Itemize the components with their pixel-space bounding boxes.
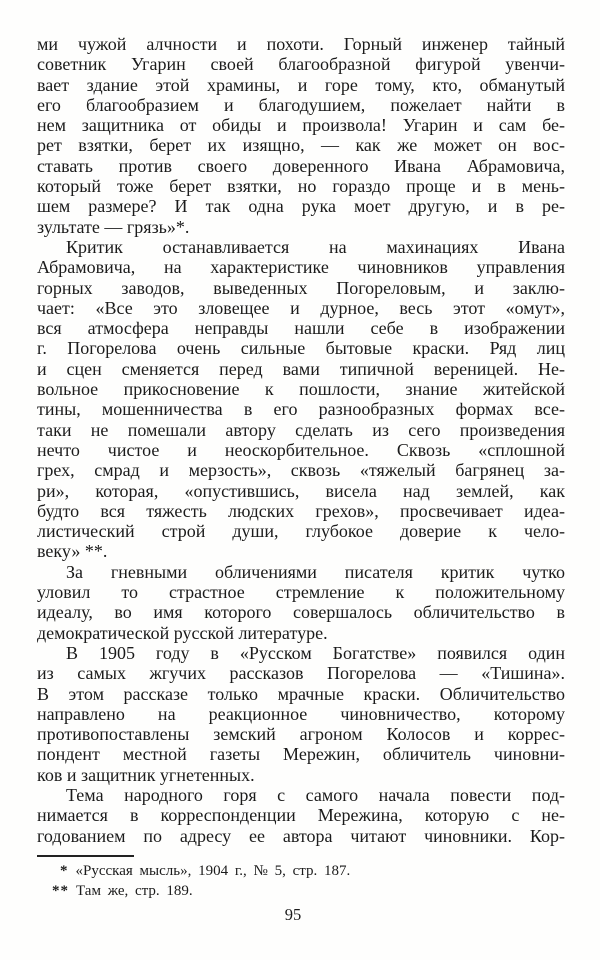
text-line: нем защитника от обиды и произвола! Угарин и сам бе- bbox=[37, 115, 565, 136]
text-line: советник Угарин своей благообразной фигурой увенчи- bbox=[37, 54, 565, 75]
text-line: годованием по адресу ее автора читают чиновники. Кор- bbox=[37, 825, 565, 846]
text-line: веку» **. bbox=[37, 541, 108, 562]
text-line: уловил то страстное стремление к положительному bbox=[37, 582, 565, 603]
text-line: ков и защитник угнетенных. bbox=[37, 764, 255, 785]
footnote-marker: ** bbox=[52, 883, 69, 899]
text-line: зультате — грязь»*. bbox=[37, 216, 190, 237]
footnote bbox=[37, 881, 565, 901]
text-line: шем размере? И так одна рука моет другую, и в ре- bbox=[37, 196, 565, 217]
text-line: В этом рассказе только мрачные краски. Обличительство bbox=[37, 683, 565, 704]
text-line: вольное прикосновение к пошлости, знание житейской bbox=[37, 379, 565, 400]
text-line: пондент местной газеты Мережин, обличитель чиновни- bbox=[37, 744, 565, 765]
body-text bbox=[37, 34, 565, 846]
footnote-separator bbox=[37, 855, 134, 857]
text-line: рет взятки, берет их изящно, — как же может он вос- bbox=[37, 135, 565, 156]
text-line: ри», которая, «опустившись, висела над землей, как bbox=[37, 480, 565, 501]
text-line: Тема народного горя с самого начала повести под- bbox=[66, 784, 565, 805]
text-line: направлено на реакционное чиновничество, которому bbox=[37, 703, 565, 724]
footnotes bbox=[37, 861, 565, 901]
text-line: противопоставлены земский агроном Колосов и коррес- bbox=[37, 724, 565, 745]
text-line: г. Погорелова очень сильные бытовые краски. Ряд лиц bbox=[37, 338, 565, 359]
text-line: будто вся тяжесть людских грехов», просвечивает идеа- bbox=[37, 500, 565, 521]
text-line: ставать против своего доверенного Ивана Абрамовича, bbox=[37, 155, 565, 176]
text-line: идеалу, во имя которого совершалось обличительство в bbox=[37, 602, 565, 623]
footnote-marker: * bbox=[60, 863, 69, 879]
page-number: 95 bbox=[284, 905, 302, 924]
text-line: вся атмосфера неправды нашли себе в изображении bbox=[37, 318, 565, 339]
text-line: нечто чистое и неоскорбительное. Сквозь «сплошной bbox=[37, 439, 565, 460]
text-line: из самых жгучих рассказов Погорелова — «Тишина». bbox=[37, 663, 565, 684]
text-line: чает: «Все это зловещее и дурное, весь этот «омут», bbox=[37, 297, 565, 318]
text-line: тины, мошенничества в его разнообразных формах все- bbox=[37, 399, 565, 420]
text-line: демократической русской литературе. bbox=[37, 622, 328, 643]
text-line: и сцен сменяется перед вами типичной вереницей. Не- bbox=[37, 358, 565, 379]
text-line: За гневными обличениями писателя критик чутко bbox=[66, 561, 565, 582]
text-line: Критик останавливается на махинациях Ивана bbox=[66, 236, 565, 257]
text-line: Абрамовича, на характеристике чиновников управления bbox=[37, 257, 565, 278]
text-line: В 1905 году в «Русском Богатстве» появился один bbox=[66, 642, 565, 663]
text-line: который тоже берет взятки, но гораздо проще и в мень- bbox=[37, 176, 565, 197]
text-line: грех, смрад и мерзость», сквозь «тяжелый багрянец за- bbox=[37, 460, 565, 481]
footnote-text: Там же, стр. 189. bbox=[76, 883, 193, 899]
footnote-text: «Русская мысль», 1904 г., № 5, стр. 187. bbox=[75, 863, 351, 879]
footnote bbox=[37, 861, 565, 881]
text-line: ми чужой алчности и похоти. Горный инженер тайный bbox=[37, 34, 565, 54]
text-line: нимается в корреспонденции Мережина, которую с не- bbox=[37, 805, 565, 826]
text-line: горных заводов, выведенных Погореловым, и заклю- bbox=[37, 277, 565, 298]
text-line: его благообразием и благодушием, пожелает найти в bbox=[37, 94, 565, 115]
text-line: листический строй души, глубокое доверие к чело- bbox=[37, 521, 565, 542]
text-line: вает здание этой храмины, и горе тому, кто, обманутый bbox=[37, 74, 565, 95]
text-line: таки не помешали автору сделать из сего произведения bbox=[37, 419, 565, 440]
